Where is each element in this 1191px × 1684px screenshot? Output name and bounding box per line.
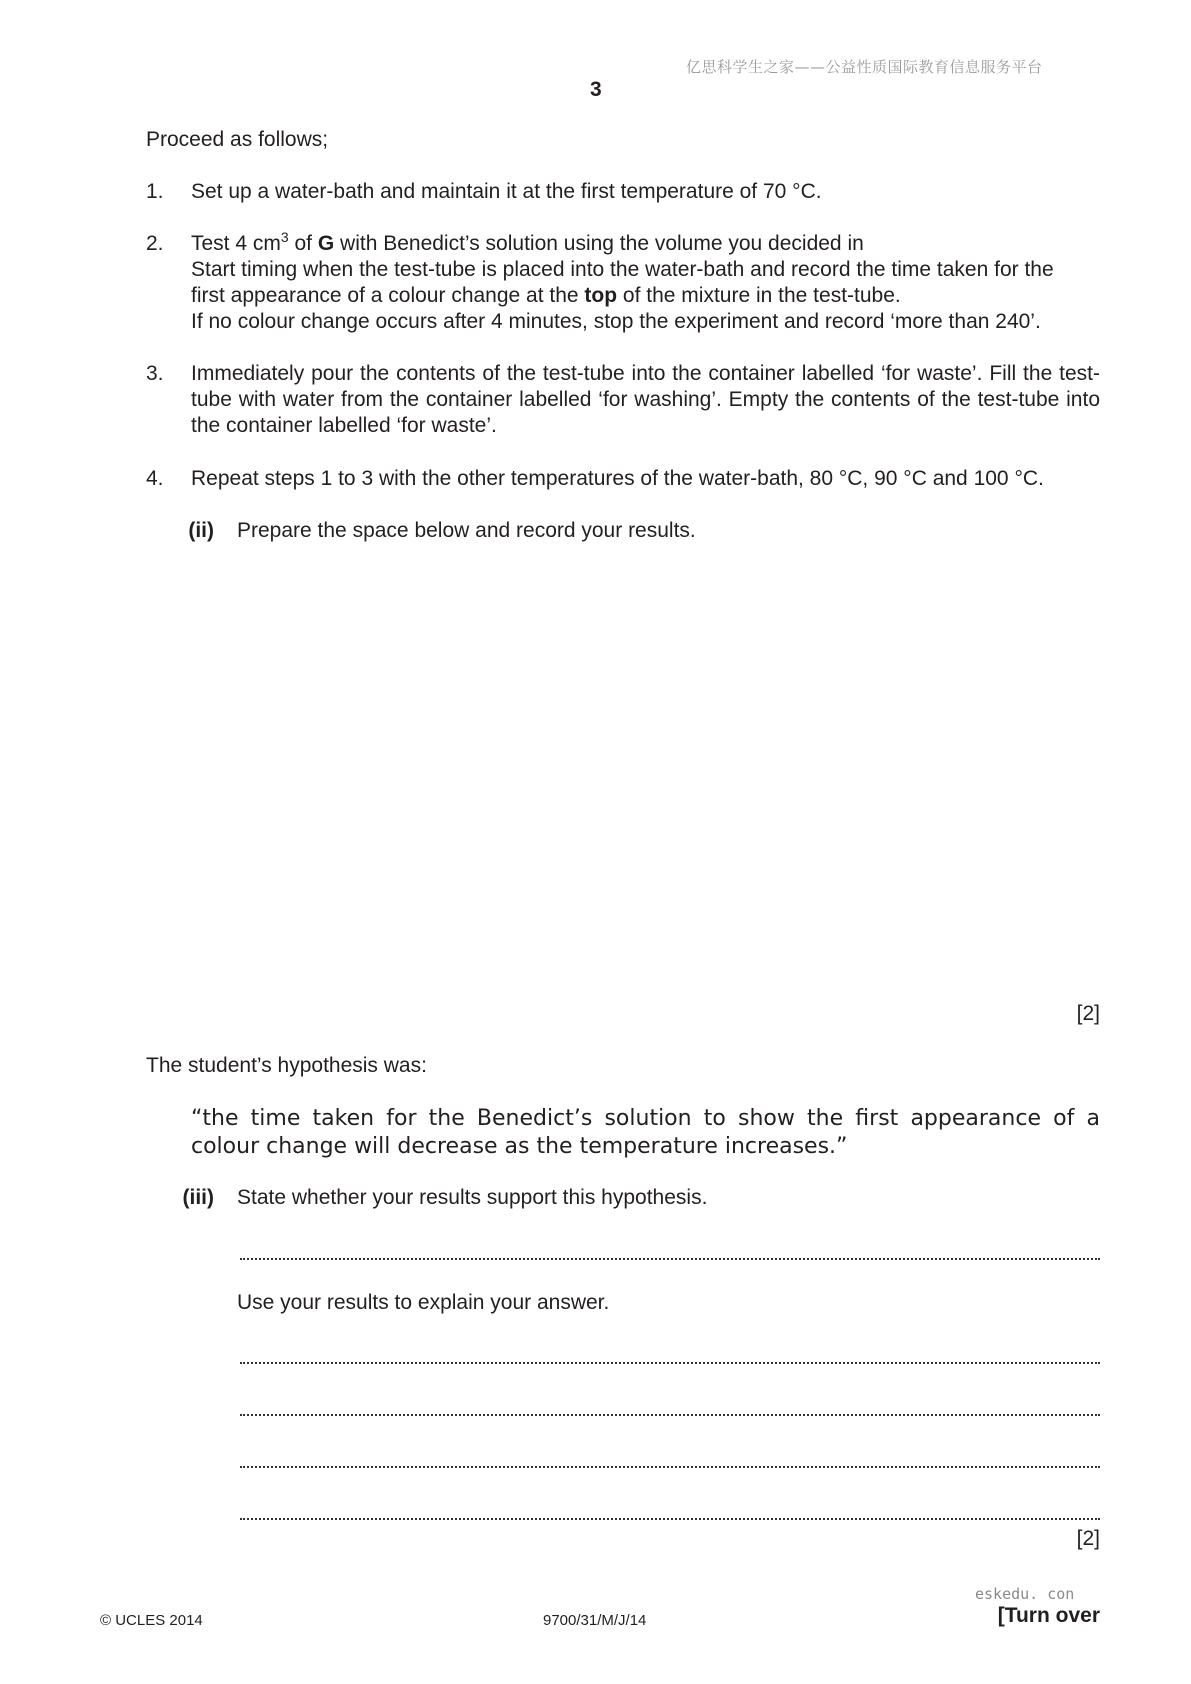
step-2-line-2: Start timing when the test-tube is placed into the water-bath and record the time taken for the: [191, 258, 1054, 281]
answer-line-2[interactable]: [240, 1362, 1100, 1364]
paper-code: 9700/31/M/J/14: [543, 1612, 647, 1629]
step-3-text: Immediately pour the contents of the test-tube into the container labelled ‘for waste’. Fill the test-tube with water from the container labelled ‘for washing’. Empty the contents of the test-tube into the container labelled ‘for waste’.: [191, 362, 1100, 437]
step-2-line-3: [191, 283, 1100, 309]
step-2-number: 2.: [146, 232, 164, 255]
step-4-number: 4.: [146, 467, 164, 490]
step-2-text-b: of: [288, 232, 318, 255]
part-iii-mark: [2]: [1076, 1527, 1100, 1550]
part-ii-mark: [2]: [1076, 1002, 1100, 1025]
part-ii-label: (ii): [188, 519, 214, 542]
watermark-footer: eskedu. con: [975, 1585, 1075, 1603]
top-emphasis: top: [584, 284, 618, 307]
results-answer-space[interactable]: [146, 560, 1100, 990]
step-2-text-a: Test 4 cm: [191, 232, 281, 255]
superscript-3: 3: [280, 229, 289, 245]
step-3-number: 3.: [146, 362, 164, 385]
answer-line-3[interactable]: [240, 1414, 1100, 1416]
hypothesis-quote: “the time taken for the Benedict’s solution to show the first appearance of a colour change will decrease as the temperature increases.”: [191, 1106, 1100, 1159]
step-2-text-d: first appearance of a colour change at the: [191, 284, 585, 307]
part-iii-label: (iii): [182, 1186, 214, 1209]
step-2-text-e: of the mixture in the test-tube.: [617, 284, 901, 307]
turn-over: [Turn over: [997, 1604, 1100, 1627]
hypothesis-intro: The student’s hypothesis was:: [146, 1054, 427, 1077]
answer-line-5[interactable]: [240, 1518, 1100, 1520]
step-1-text: Set up a water-bath and maintain it at the first temperature of 70 °C.: [191, 180, 822, 203]
part-ii-text: Prepare the space below and record your results.: [237, 519, 696, 542]
answer-line-4[interactable]: [240, 1466, 1100, 1468]
solution-g-label: G: [317, 232, 335, 255]
step-1-number: 1.: [146, 180, 164, 203]
part-iii-text: State whether your results support this hypothesis.: [237, 1186, 708, 1209]
answer-line-1[interactable]: [240, 1258, 1100, 1260]
watermark-header: 亿思科学生之家——公益性质国际教育信息服务平台: [686, 58, 1043, 76]
intro-text: Proceed as follows;: [146, 128, 329, 151]
step-2-line-1: [191, 231, 1100, 257]
step-2-line-4: If no colour change occurs after 4 minutes, stop the experiment and record ‘more than 240’.: [191, 310, 1041, 333]
step-4-text: Repeat steps 1 to 3 with the other temperatures of the water-bath, 80 °C, 90 °C and 100 °C.: [191, 467, 1044, 490]
page-number: 3: [590, 78, 602, 101]
step-2-text-c: with Benedict’s solution using the volume you decided in: [334, 232, 864, 255]
copyright: © UCLES 2014: [100, 1612, 203, 1629]
explain-text: Use your results to explain your answer.: [237, 1291, 610, 1314]
step-2-text: [191, 231, 1100, 335]
